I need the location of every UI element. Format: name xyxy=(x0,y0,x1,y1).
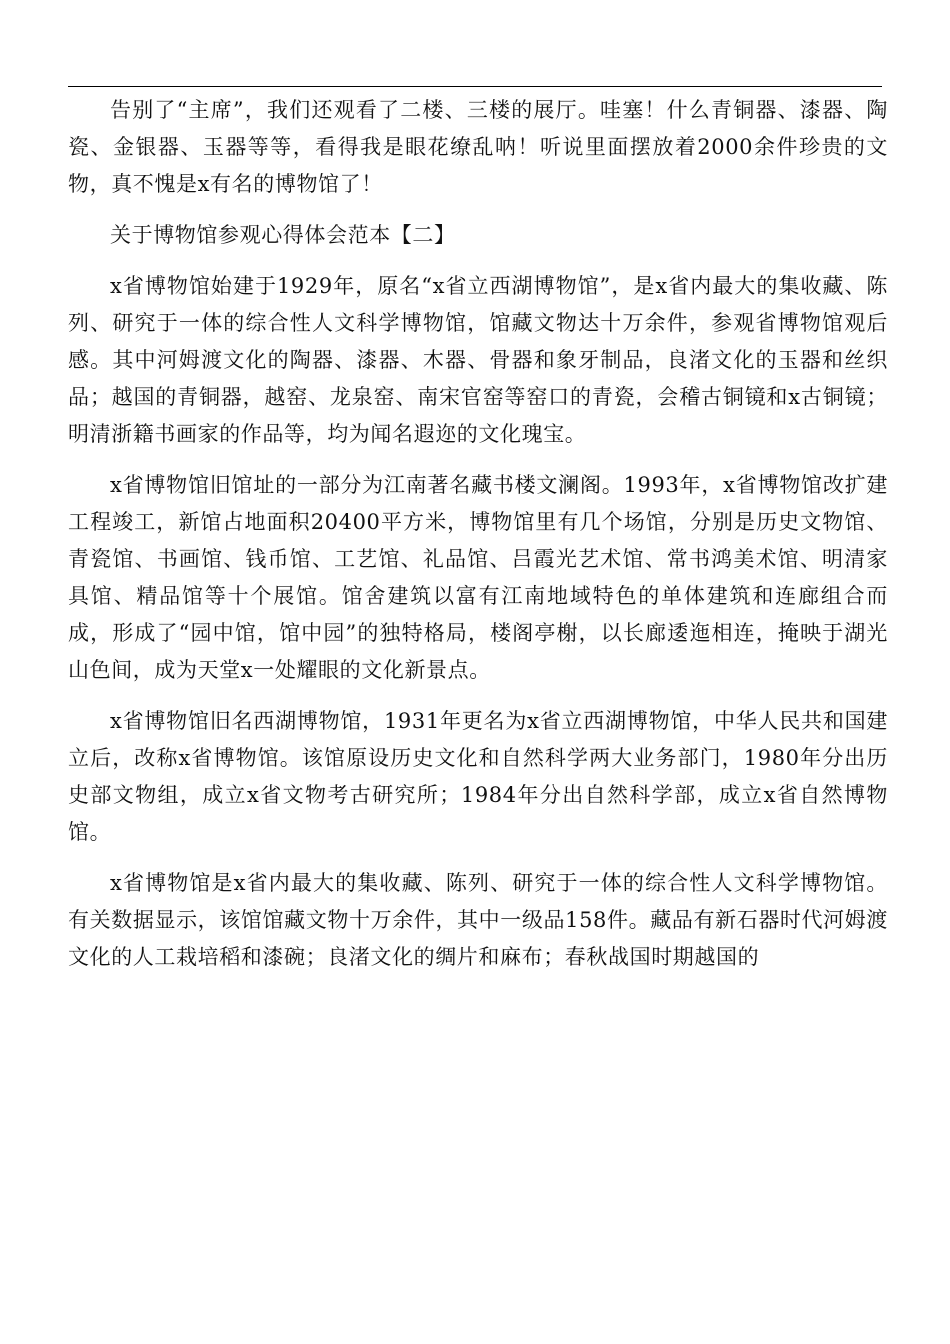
paragraph-exhibit-halls: 告别了“主席”，我们还观看了二楼、三楼的展厅。哇塞！什么青铜器、漆器、陶瓷、金银器、玉器等等，看得我是眼花缭乱呐！听说里面摆放着2000余件珍贵的文物，真不愧是x有名的博物馆了！ xyxy=(68,98,888,196)
paragraph-old-site: x省博物馆旧馆址的一部分为江南著名藏书楼文澜阁。1993年，x省博物馆改扩建工程竣工，新馆占地面积20400平方米，博物馆里有几个场馆，分别是历史文物馆、青瓷馆、书画馆、钱币馆、工艺馆、礼品馆、吕霞光艺术馆、常书鸿美术馆、明清家具馆、精品馆等十个展馆。馆舍建筑以富有江南地域特色的单体建筑和连廊组合而成，形成了“园中馆，馆中园”的独特格局，楼阁亭榭，以长廊逶迤相连，掩映于湖光山色间，成为天堂x一处耀眼的文化新景点。 xyxy=(68,473,888,682)
section-heading: 关于博物馆参观心得体会范本【二】 xyxy=(110,223,456,247)
header-rule xyxy=(68,86,882,87)
paragraph-former-name: x省博物馆旧名西湖博物馆，1931年更名为x省立西湖博物馆，中华人民共和国建立后，改称x省博物馆。该馆原设历史文化和自然科学两大业务部门，1980年分出历史部文物组，成立x省文物考古研究所；1984年分出自然科学部，成立x省自然博物馆。 xyxy=(68,709,888,844)
paragraph-collections: x省博物馆是x省内最大的集收藏、陈列、研究于一体的综合性人文科学博物馆。有关数据显示，该馆馆藏文物十万余件，其中一级品158件。藏品有新石器时代河姆渡文化的人工栽培稻和漆碗；良渚文化的绸片和麻布；春秋战国时期越国的 xyxy=(68,871,888,969)
paragraph-museum-history: x省博物馆始建于1929年，原名“x省立西湖博物馆”，是x省内最大的集收藏、陈列、研究于一体的综合性人文科学博物馆，馆藏文物达十万余件，参观省博物馆观后感。其中河姆渡文化的陶器、漆器、木器、骨器和象牙制品，良渚文化的玉器和丝织品；越国的青铜器，越窑、龙泉窑、南宋官窑等窑口的青瓷，会稽古铜镜和x古铜镜；明清浙籍书画家的作品等，均为闻名遐迩的文化瑰宝。 xyxy=(68,274,888,446)
document-body xyxy=(68,92,888,990)
